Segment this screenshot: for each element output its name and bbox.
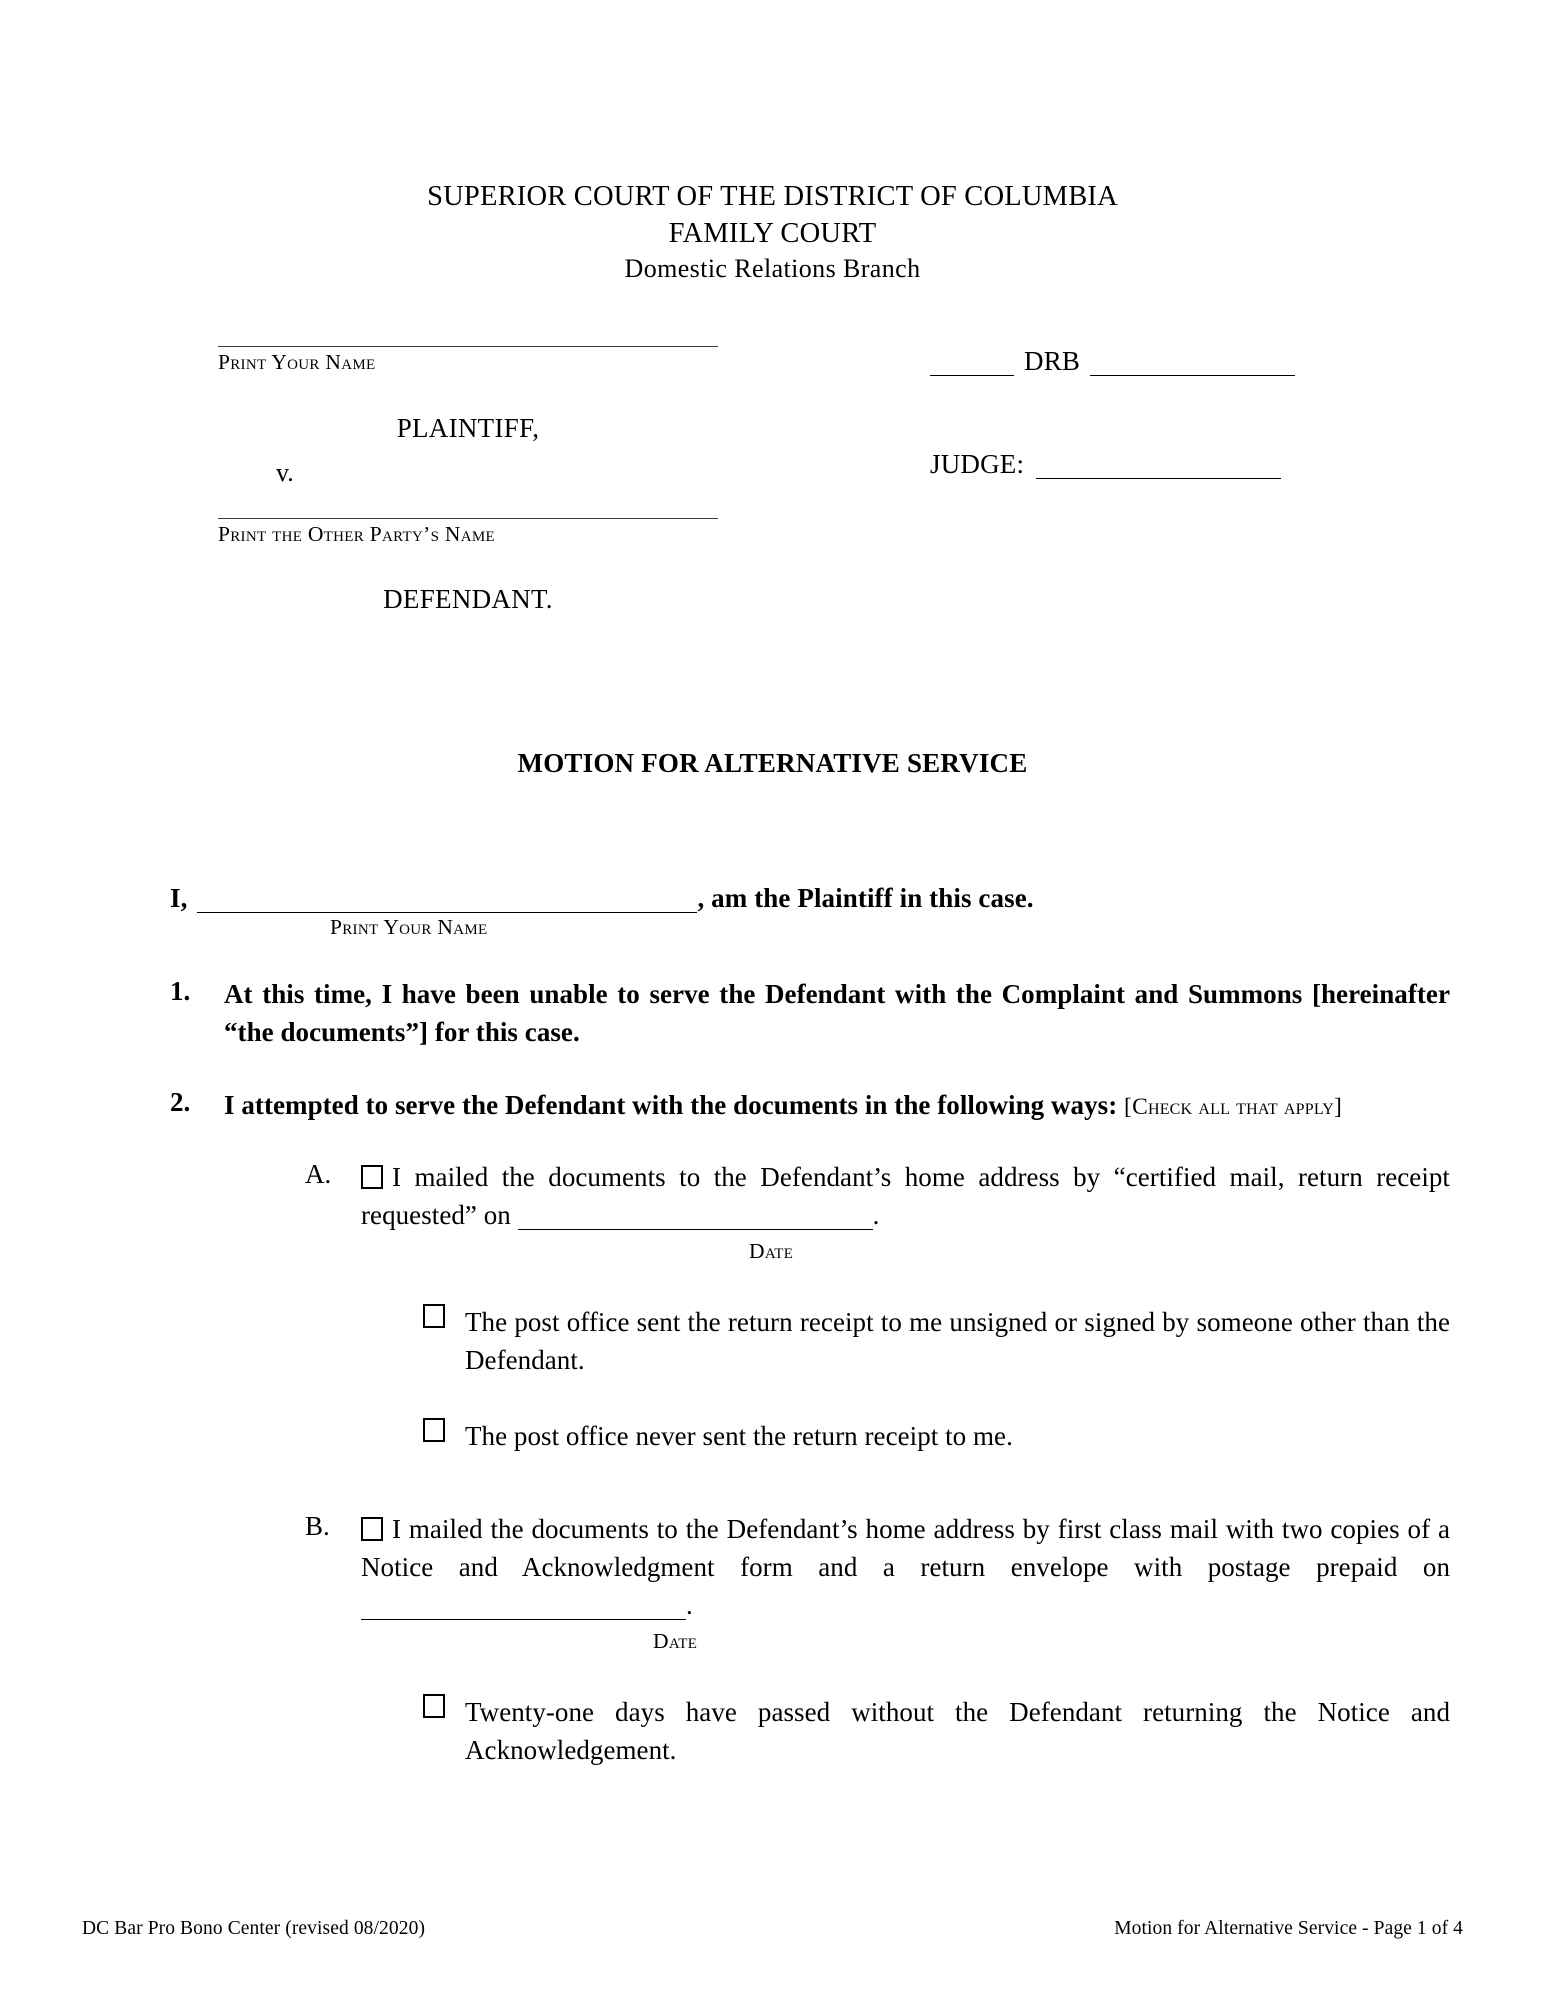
footer-left: DC Bar Pro Bono Center (revised 08/2020) — [82, 1918, 426, 1939]
option-b — [305, 1511, 1450, 1655]
intro-name-blank[interactable] — [197, 886, 697, 913]
paragraph-2 — [170, 1087, 1450, 1125]
option-a-sub-2 — [305, 1418, 1450, 1456]
caption-right-column — [930, 346, 1470, 480]
plaintiff-name-label: Print Your Name — [218, 349, 376, 374]
document-body — [0, 883, 1545, 1770]
option-b-date-blank[interactable] — [361, 1593, 686, 1620]
caption-left-column — [218, 346, 718, 615]
document-title: MOTION FOR ALTERNATIVE SERVICE — [517, 747, 1028, 778]
paragraph-1-number: 1. — [170, 975, 191, 1006]
option-a-period: . — [872, 1200, 880, 1231]
court-name-line3: Domestic Relations Branch — [624, 254, 921, 284]
paragraph-1 — [170, 976, 1450, 1052]
defendant-name-blank[interactable] — [218, 518, 718, 519]
case-number-drb-label: DRB — [1024, 345, 1081, 376]
checkbox-option-a-sub-2[interactable] — [423, 1418, 445, 1442]
intro-name-label: Print Your Name — [330, 914, 488, 939]
checkbox-option-a[interactable] — [361, 1165, 383, 1189]
plaintiff-name-blank[interactable] — [218, 346, 718, 347]
intro-line — [170, 883, 1450, 914]
intro-lead: I, — [170, 882, 188, 913]
page-footer — [82, 1918, 1463, 1940]
option-b-date-label: Date — [653, 1628, 698, 1653]
court-name-line2: FAMILY COURT — [668, 218, 877, 250]
option-b-text: I mailed the documents to the Defendant’s home address by first class mail with two copies of a Notice and Acknowledgment form and a return envelope with postage prepaid on — [361, 1514, 1450, 1583]
paragraph-2-note: [Check all that apply] — [1124, 1094, 1343, 1121]
paragraph-1-text: At this time, I have been unable to serve the Defendant with the Complaint and Summons [hereinafter “the documents”] for this case. — [224, 978, 1450, 1047]
paragraph-2-main: I attempted to serve the Defendant with the documents in the following ways: — [224, 1090, 1118, 1121]
defendant-role-label: DEFENDANT. — [383, 584, 553, 615]
paragraph-2-text — [224, 1087, 1450, 1125]
option-b-period: . — [686, 1589, 693, 1620]
option-a-sub-1-text: The post office sent the return receipt to me unsigned or signed by someone other than the Defendant. — [465, 1306, 1450, 1375]
checkbox-col-b1 — [423, 1694, 465, 1770]
option-b-body — [361, 1511, 1450, 1655]
option-a-body — [361, 1159, 1450, 1266]
option-b-sub-1-text: Twenty-one days have passed without the Defendant returning the Notice and Acknowledgement. — [465, 1696, 1450, 1765]
defendant-name-label: Print the Other Party’s Name — [218, 521, 495, 546]
case-number-prefix-blank[interactable] — [930, 349, 1014, 376]
checkbox-option-a-sub-1[interactable] — [423, 1304, 445, 1328]
option-a — [305, 1159, 1450, 1266]
plaintiff-role-label: PLAINTIFF, — [396, 412, 540, 443]
checkbox-option-b[interactable] — [361, 1517, 383, 1541]
judge-name-blank[interactable] — [1036, 452, 1281, 479]
checkbox-option-b-sub-1[interactable] — [423, 1694, 445, 1718]
case-number-row — [930, 346, 1470, 377]
option-a-date-label: Date — [749, 1238, 794, 1263]
intro-tail: , am the Plaintiff in this case. — [697, 882, 1034, 913]
judge-row — [930, 449, 1470, 480]
case-number-suffix-blank[interactable] — [1090, 349, 1295, 376]
option-a-sub-1 — [305, 1304, 1450, 1380]
option-b-sub-1 — [305, 1694, 1450, 1770]
judge-label: JUDGE: — [930, 448, 1025, 479]
checkbox-col-a1 — [423, 1304, 465, 1380]
option-a-date-blank[interactable] — [518, 1203, 873, 1230]
intro-block — [170, 883, 1450, 940]
case-caption — [0, 346, 1545, 746]
court-header — [0, 0, 1545, 286]
option-a-text: I mailed the documents to the Defendant’s home address by “certified mail, return receipt requested” on — [361, 1162, 1450, 1231]
option-a-sub-2-text: The post office never sent the return receipt to me. — [465, 1420, 1013, 1451]
versus-label: v. — [276, 457, 294, 487]
option-b-letter: B. — [305, 1511, 330, 1542]
option-list — [170, 1159, 1450, 1769]
paragraph-2-number: 2. — [170, 1087, 191, 1118]
footer-right: Motion for Alternative Service - Page 1 of 4 — [1114, 1918, 1463, 1939]
checkbox-col-a2 — [423, 1418, 465, 1456]
court-name-line1: SUPERIOR COURT OF THE DISTRICT OF COLUMBIA — [427, 181, 1118, 212]
option-a-letter: A. — [305, 1159, 332, 1190]
